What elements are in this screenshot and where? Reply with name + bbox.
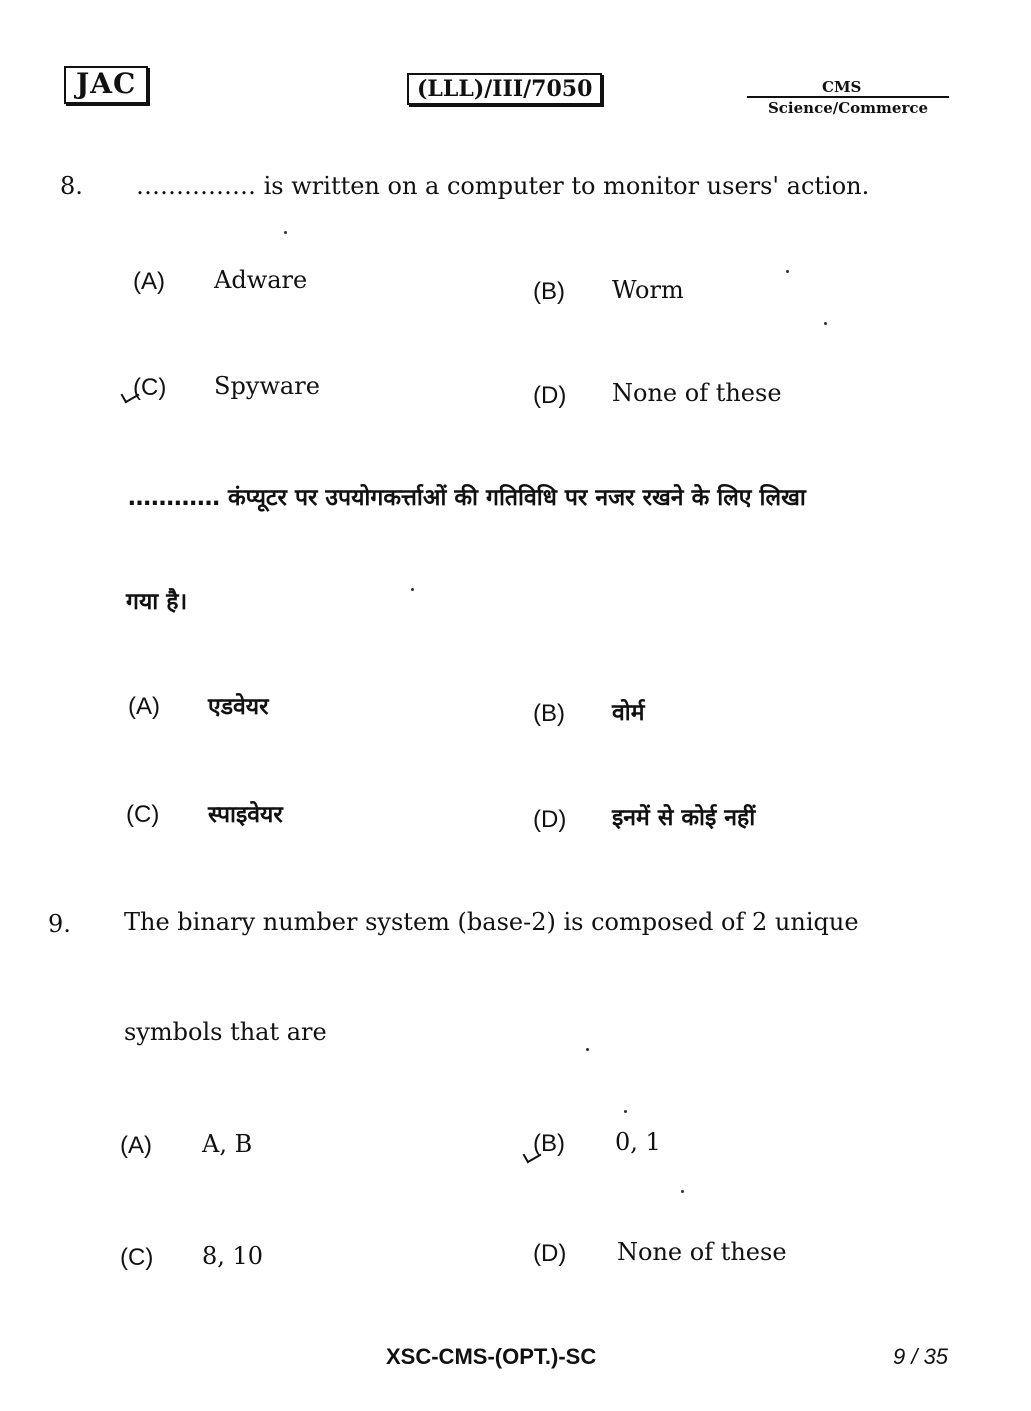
scan-speck [824, 322, 827, 325]
paper-code-box: (LLL)/III/7050 [407, 73, 602, 105]
question-text-hindi: ………… कंप्यूटर पर उपयोगकर्त्ताओं की गतिविधि पर नजर रखने के लिए लिखा [128, 485, 806, 511]
option-text-hindi: एडवेयर [208, 694, 269, 720]
board-box: JAC [64, 66, 148, 104]
option-text: Adware [214, 266, 308, 294]
scan-speck [586, 1048, 589, 1051]
question-number: 8. [60, 172, 83, 200]
option-text: Spyware [214, 372, 320, 400]
option-text-hindi: इनमें से कोई नहीं [612, 805, 756, 831]
option-text: A, B [202, 1130, 253, 1158]
option-label: (B) [533, 1130, 565, 1157]
option-text: Worm [612, 276, 684, 304]
option-text-hindi: स्पाइवेयर [208, 802, 283, 828]
scan-speck [681, 1190, 684, 1193]
option-label: (D) [533, 1240, 567, 1267]
option-text: 8, 10 [202, 1242, 264, 1270]
option-label: (B) [533, 278, 565, 305]
option-label: (A) [128, 693, 160, 720]
page-number: 9 / 35 [893, 1344, 949, 1369]
option-label: (A) [120, 1132, 152, 1159]
question-number: 9. [48, 910, 71, 938]
option-text: None of these [612, 379, 782, 407]
option-label: (C) [120, 1244, 154, 1271]
scan-speck [786, 270, 789, 273]
option-text-hindi: वोर्म [612, 700, 645, 726]
option-label: (B) [533, 700, 565, 727]
subject-code: CMS [822, 78, 862, 96]
option-label: (D) [533, 806, 567, 833]
scan-speck [411, 588, 414, 591]
scan-speck [624, 1110, 627, 1113]
option-label: (C) [133, 374, 167, 401]
option-label: (C) [126, 801, 160, 828]
option-label: (D) [533, 382, 567, 409]
option-text: 0, 1 [615, 1128, 661, 1156]
question-text-hindi-cont: गया है। [126, 589, 188, 615]
scan-speck [284, 231, 287, 234]
option-label: (A) [133, 268, 165, 295]
question-text: …………… is written on a computer to monitor users' action. [136, 172, 870, 200]
question-text: The binary number system (base-2) is composed of 2 unique [124, 908, 859, 936]
stream-label: Science/Commerce [747, 96, 949, 117]
footer-code: XSC-CMS-(OPT.)-SC [386, 1344, 597, 1369]
question-text-cont: symbols that are [124, 1018, 327, 1046]
option-text: None of these [617, 1238, 787, 1266]
